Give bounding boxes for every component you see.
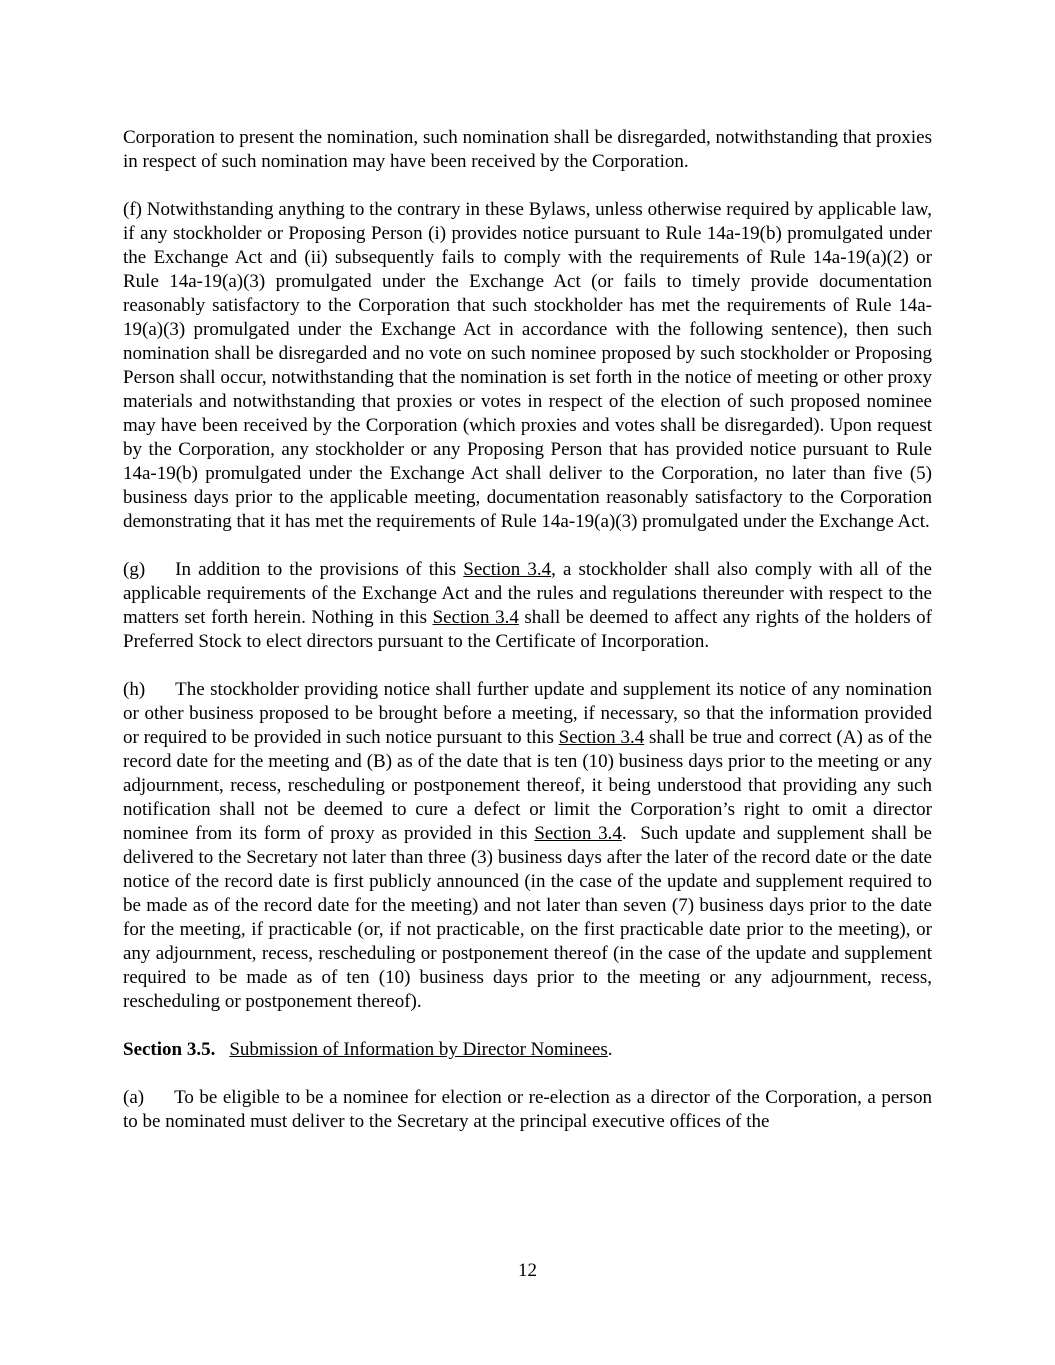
text-run: shall be deemed to affect any rights of the holders of Preferred Stock to elect directors pursuant to the Certificate of Incorporation. xyxy=(123,607,932,652)
section-reference: Submission of Information by Director Nominees xyxy=(229,1039,608,1060)
text-run: To be eligible to be a nominee for election or re-election as a director of the Corporation, a person to be nominated must deliver to the Secretary at the principal executive offices of the xyxy=(123,1087,932,1132)
paragraph-g xyxy=(123,558,932,654)
text-run: (a) xyxy=(123,1087,145,1108)
text-run: (g) xyxy=(123,559,146,580)
paragraph-a xyxy=(123,1086,932,1134)
paragraph-continuation xyxy=(123,126,932,174)
text-run: (f) Notwithstanding anything to the contrary in these Bylaws, unless otherwise required by applicable law, if any stockholder or Proposing Person (i) provides notice pursuant to Rule 14a-19(b) promulgated under the Exchange Act and (ii) subsequently fails to comply with the requirements of Rule 14a-19(a)(2) or Rule 14a-19(a)(3) promulgated under the Exchange Act (or fails to timely provide documentation reasonably satisfactory to the Corporation that such stockholder has met the requirements of Rule 14a-19(a)(3) promulgated under the Exchange Act in accordance with the following sentence), then such nomination shall be disregarded and no vote on such nominee proposed by such stockholder or Proposing Person shall occur, notwithstanding that the nomination is set forth in the notice of meeting or other proxy materials and notwithstanding that proxies or votes in respect of the election of such proposed nominee may have been received by the Corporation (which proxies and votes shall be disregarded). Upon request by the Corporation, any stockholder or any Proposing Person that has provided notice pursuant to Rule 14a-19(b) promulgated under the Exchange Act shall deliver to the Corporation, no later than five (5) business days prior to the applicable meeting, documentation reasonably satisfactory to the Corporation demonstrating that it has met the requirements of Rule 14a-19(a)(3) promulgated under the Exchange Act. xyxy=(123,199,932,532)
paragraph-h xyxy=(123,678,932,1014)
section-reference: Section 3.4 xyxy=(534,823,622,844)
page-number: 12 xyxy=(518,1260,537,1281)
paragraph-f xyxy=(123,198,932,534)
text-run: shall be true and correct (A) as of the record date for the meeting and (B) as of the date that is ten (10) business days prior to the meeting or any adjournment, recess, rescheduling or postponement thereof, it being understood that providing any such notification shall not be deemed to cure a defect or limit the Corporation’s right to omit a director nominee from its form of proxy as provided in this xyxy=(123,727,932,844)
text-run: . Such update and supplement shall be delivered to the Secretary not later than three (3) business days after the later of the record date or the date notice of the record date is first publicly announced (in the case of the update and supplement required to be made as of the record date for the meeting) and not later than seven (7) business days prior to the date for the meeting, if practicable (or, if not practicable, on the first practicable date prior to the meeting), or any adjournment, recess, rescheduling or postponement thereof (in the case of the update and supplement required to be made as of ten (10) business days prior to the meeting or any adjournment, recess, rescheduling or postponement thereof). xyxy=(123,823,932,1012)
section-reference: Section 3.4 xyxy=(558,727,645,748)
heading-section-3-5 xyxy=(123,1038,932,1062)
text-run: Corporation to present the nomination, such nomination shall be disregarded, notwithstanding that proxies in respect of such nomination may have been received by the Corporation. xyxy=(123,127,932,172)
text-run: . xyxy=(607,1039,613,1060)
section-reference: Section 3.4 xyxy=(432,607,519,628)
text-run: (h) xyxy=(123,679,146,700)
text-run: Section 3.5. xyxy=(123,1039,216,1060)
text-run: In addition to the provisions of this xyxy=(175,559,464,580)
section-reference: Section 3.4 xyxy=(463,559,552,580)
text-run: The stockholder providing notice shall further update and supplement its notice of any nomination or other business proposed to be brought before a meeting, if necessary, so that the information provided or required to be provided in such notice pursuant to this xyxy=(123,679,932,748)
document-body xyxy=(123,126,932,1134)
text-run: , a stockholder shall also comply with all of the applicable requirements of the Exchange Act and the rules and regulations thereunder with respect to the matters set forth herein. Nothing in this xyxy=(123,559,932,628)
